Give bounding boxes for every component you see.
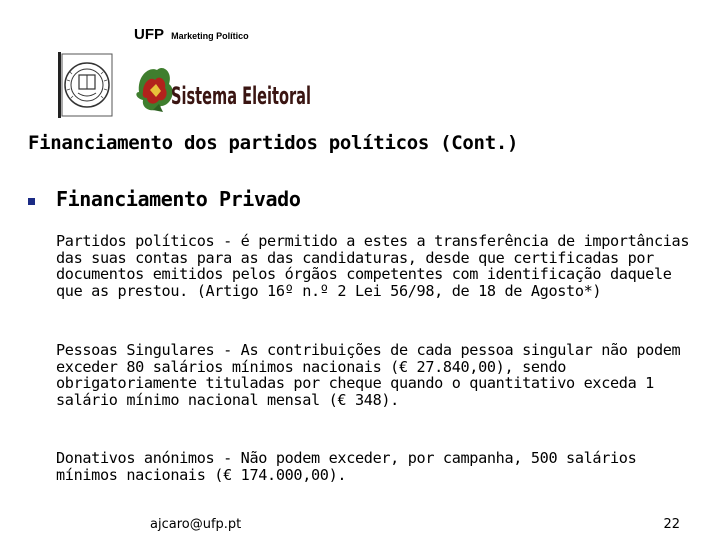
sistema-eleitoral-logo xyxy=(133,62,313,120)
slide-title: Financiamento dos partidos políticos (Cont.) xyxy=(28,132,519,154)
header-brand xyxy=(134,24,249,43)
brand-name: UFP xyxy=(134,26,164,43)
leaf-emblem-icon xyxy=(136,68,172,112)
university-seal-icon xyxy=(56,52,114,118)
brand-subtitle: Marketing Político xyxy=(171,31,249,41)
footer-email: ajcaro@ufp.pt xyxy=(150,517,242,532)
paragraph-pessoas-singulares: Pessoas Singulares - As contribuições de cada pessoa singular não podem exceder 80 salários mínimos nacionais (€ 27.840,00), sendo obrigatoriamente tituladas por cheque quando o quantitativo exceda 1 salário mínimo nacional mensal (€ 348). xyxy=(56,341,681,409)
page-number: 22 xyxy=(663,517,680,532)
paragraph-donativos-anonimos: Donativos anónimos - Não podem exceder, por campanha, 500 salários mínimos nacionais (€ 174.000,00). xyxy=(56,449,637,484)
paragraph-partidos-politicos: Partidos políticos - é permitido a estes a transferência de importâncias das suas contas para as das candidaturas, desde que certificadas por documentos emitidos pelos órgãos competentes com identificação daquele que as prestou. (Artigo 16º n.º 2 Lei 56/98, de 18 de Agosto*) xyxy=(56,232,690,300)
system-logo-text: Sistema Eleitoral xyxy=(171,82,311,110)
bullet-heading: Financiamento Privado xyxy=(56,187,301,211)
bullet-square-icon xyxy=(28,198,35,205)
